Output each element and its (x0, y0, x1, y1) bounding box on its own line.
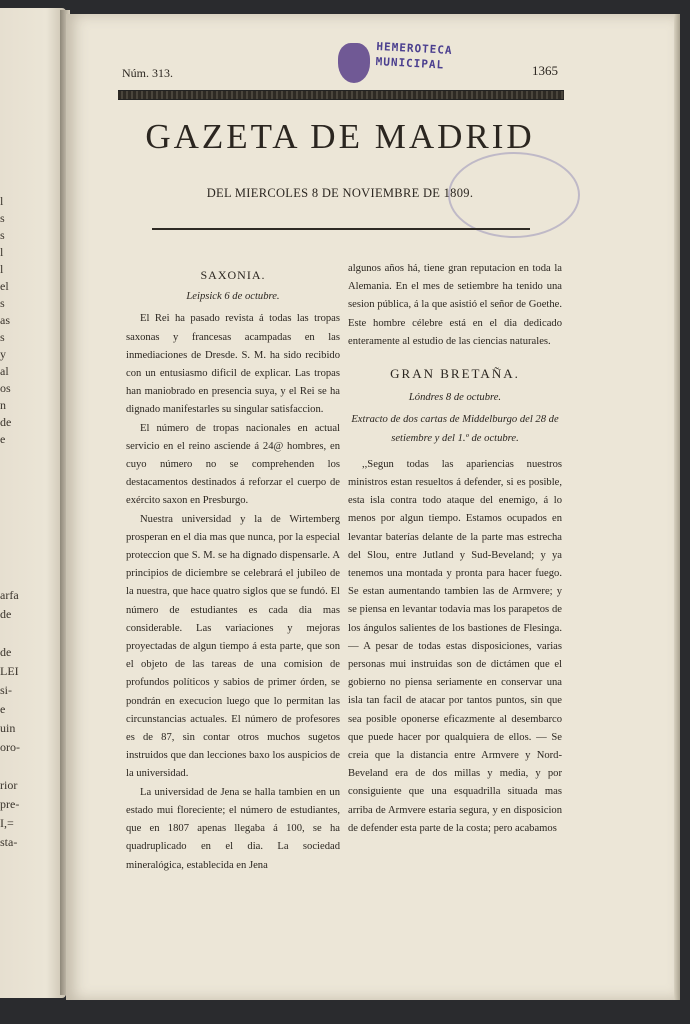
left-page-fragment: arfa (0, 588, 19, 602)
header-rule (118, 90, 564, 100)
left-page-fragment: de (0, 645, 12, 659)
article-paragraph: El número de tropas nacionales en actual servicio en el reino asciende á 24@ hombres, en cuyo número no se comprehenden los destacamentos destinados á reforzar el cuerpo de exército saxon en Presburgo. (126, 422, 340, 507)
stamp-line-2: MUNICIPAL (375, 55, 445, 72)
left-page-fragment: e (0, 702, 6, 716)
left-page-fragment: si- (0, 683, 12, 697)
page-edge (674, 14, 680, 1000)
left-page-fragment: el (0, 279, 9, 293)
left-page-fragment: y (0, 347, 6, 361)
left-page-fragment: s (0, 330, 5, 344)
left-page-fragment: sta- (0, 835, 18, 849)
left-page-fragment: l (0, 194, 4, 208)
left-page-fragment: l (0, 262, 4, 276)
left-page-fragment: os (0, 381, 11, 395)
left-column (126, 260, 340, 875)
left-page-fragment: I,= (0, 816, 14, 830)
extract-heading: Extracto de dos cartas de Middelburgo del 28 de setiembre y del 1.º de octubre. (351, 414, 559, 444)
left-page-fragment: s (0, 296, 5, 310)
left-page-fragment: LEI (0, 664, 19, 678)
section-heading-gran-bretana: GRAN BRETAÑA. (390, 366, 520, 382)
dateline-londres: Lóndres 8 de octubre. (408, 392, 502, 404)
issue-number: Núm. 313. (122, 66, 173, 80)
left-page-fragment: de (0, 415, 12, 429)
left-page-fragment: de (0, 607, 12, 621)
newspaper-page (66, 14, 674, 1000)
article-paragraph: La universidad de Jena se halla tambien en un estado mui floreciente; el número de estudiantes, que en 1807 apenas llegaba á 100, se ha quadruplicado en el dia. La sociedad mineralógica, establecida en Jena (126, 786, 340, 871)
left-page-fragment: s (0, 211, 5, 225)
section-heading-saxonia: SAXONIA. (200, 268, 266, 282)
masthead-title: GAZETA DE MADRID (145, 117, 535, 156)
stamp-line-1: HEMEROTECA (376, 40, 453, 57)
left-page-fragment: uin (0, 721, 16, 735)
left-page-fragment: rior (0, 778, 18, 792)
left-page-fragment: al (0, 364, 9, 378)
crest-icon (338, 43, 370, 83)
left-page-fragment: pre- (0, 797, 20, 811)
left-page-fragment: l (0, 245, 4, 259)
date-rule (152, 228, 530, 230)
left-page-fragment: as (0, 313, 10, 327)
library-stamp (334, 39, 484, 89)
article-paragraph: Nuestra universidad y la de Wirtemberg prosperan en el dia mas que nunca, por la especial proteccion que S. M. se ha dignado dispensarle. A principios de diciembre se celebrará el jubileo de la nuestra, que hace quatro siglos que se fundó. El número de estudiantes es cada dia mas considerable. Las variaciones y mejoras proyectadas de algun tiempo á esta parte, que son el objeto de las tareas de una comision de profundos políticos y sabios de primer órden, se pondrán en execucion luego que lo permitan las circunstancias actuales. El número de profesores es de 87, sin contar otros muchos sugetos instruidos que dan lecciones baxo los auspicios de la universidad. (126, 513, 340, 780)
left-page-fragment: e (0, 432, 6, 446)
page-number: 1365 (532, 63, 558, 78)
left-page-fragment: oro- (0, 740, 20, 754)
article-paragraph: El Rei ha pasado revista á todas las tropas saxonas y francesas acampadas en las inmediaciones de Dresde. S. M. ha sido recibido con un entusiasmo dificil de explicar. Las tropas han maniobrado en presencia suya, y el Rei se ha dignado manifestarles su singular satisfaccion. (126, 313, 340, 416)
dateline-leipsick: Leipsick 6 de octubre. (186, 291, 280, 303)
left-page-fragment: n (0, 398, 6, 412)
right-column (348, 260, 562, 838)
issue-date: DEL MIERCOLES 8 DE NOVIEMBRE DE 1809. (206, 186, 474, 200)
left-facing-page (0, 8, 66, 998)
left-page-fragment: s (0, 228, 5, 242)
article-paragraph: ,,Segun todas las apariencias nuestros ministros estan resueltos á defender, si es posible, esta isla contra todo ataque del enemigo, á lo menos por algun tiempo. Estamos ocupados en levantar baterías delante de la parte mas estrecha del Slou, entre Jutland y Sud-Beveland; y ya tenemos una montada y pronta para hacer fuego. Se estan aumentando tambien las de Armvere; y se piensa en levantar todavia mas los parapetos de los ángulos salientes de los bastiones de Flesinga. — A pesar de todas estas disposiciones, varias personas mui instruidas son de dictámen que el gobierno no piensa seriamente en conservar una isla tan facil de atacar por tantos puntos, sin que sea posible oponerse eficazmente al desembarco que puede hacer por qualquiera de ellos. — Se creia que la distancia entre Armvere y Nord-Beveland era de dos millas y media, y por consiguiente que una esquadrilla situada mas arriba de Armvere estaria segura, y en disposicion de defender esta parte de la costa; pero acabamos (348, 458, 562, 834)
article-continuation: algunos años há, tiene gran reputacion en toda la Alemania. En el mes de setiembre ha tenido una sesion pública, á la que asistió el señor de Goethe. Este hombre célebre está en el dia dedicado enteramente al estudio de las ciencias naturales. (348, 263, 562, 347)
